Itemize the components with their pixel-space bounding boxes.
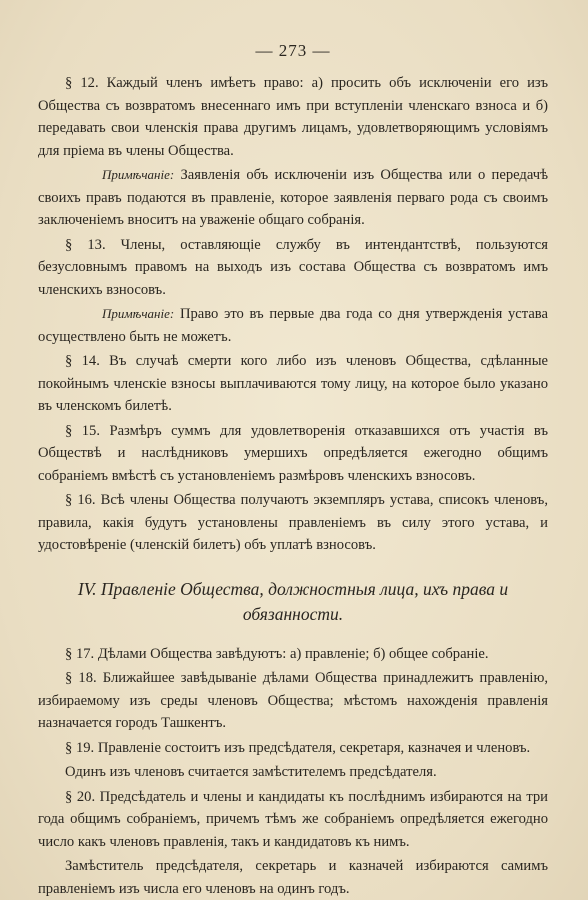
- paragraph-18: § 18. Ближайшее завѣдываніе дѣлами Общества принадлежитъ правленію, избираемому изъ среды членовъ Общества; мѣстомъ нахожденія правленія назначается городъ Ташкентъ.: [38, 670, 548, 731]
- note-text: Заявленія объ исключеніи изъ Общества или о передачѣ своихъ правъ подаются въ правленіе, которое заявленія перваго рода съ своимъ заключеніемъ вноситъ на уваженіе общаго собранія.: [38, 167, 548, 228]
- paragraph-16: § 16. Всѣ члены Общества получаютъ экземпляръ устава, списокъ членовъ, правила, какія будутъ установлены правленіемъ въ силу этого устава, и удостовѣреніе (членскій билетъ) объ уплатѣ взносовъ.: [38, 492, 548, 553]
- paragraph-19-deputy: Одинъ изъ членовъ считается замѣстителемъ предсѣдателя.: [65, 764, 437, 780]
- paragraph-17: § 17. Дѣлами Общества завѣдуютъ: а) правленіе; б) общее собраніе.: [65, 645, 489, 662]
- paragraph-15: § 15. Размѣръ суммъ для удовлетворенія отказавшихся отъ участія въ Обществѣ и наслѣдниковъ умершихъ опредѣляется ежегодно общимъ собраніемъ вмѣстѣ съ установленіемъ размѣровъ членскихъ взносовъ.: [38, 422, 548, 484]
- paragraph-19: § 19. Правленіе состоитъ изъ предсѣдателя, секретаря, казначея и членовъ.: [65, 739, 531, 756]
- note-text: Право это въ первые два года со дня утвержденія устава осуществлено быть не можетъ.: [38, 306, 548, 345]
- note-paragraph-13: [38, 303, 548, 348]
- paragraph-12: § 12. Каждый членъ имѣетъ право: а) просить объ исключеніи его изъ Общества съ возвратомъ внесеннаго имъ при вступленіи членскаго взноса и б) передавать свои членскія права другимъ лицамъ, удовлетворяющимъ условіямъ для пріема въ члены Общества.: [38, 75, 548, 159]
- paragraph-14: § 14. Въ случаѣ смерти кого либо изъ членовъ Общества, сдѣланные покойнымъ членскіе взносы выплачиваются тому лицу, на которое было указано въ членскомъ билетѣ.: [38, 353, 548, 414]
- paragraph-20-officers: Замѣститель предсѣдателя, секретарь и казначей избираются самимъ правленіемъ изъ числа его членовъ на одинъ годъ.: [38, 858, 548, 897]
- page-number: — 273 —: [255, 41, 331, 60]
- note-label: Примѣчаніе:: [102, 167, 175, 182]
- paragraph-20: § 20. Предсѣдатель и члены и кандидаты къ послѣднимъ избираются на три года общимъ собраніемъ, причемъ тѣмъ же собраніемъ опредѣляется ежегодно число какъ членовъ правленія, такъ и кандидатовъ къ нимъ.: [38, 788, 548, 850]
- note-paragraph-12: [38, 164, 548, 232]
- note-label: Примѣчаніе:: [102, 306, 175, 321]
- paragraph-13: § 13. Члены, оставляющіе службу въ интендантствѣ, пользуются безусловнымъ правомъ на выходъ изъ состава Общества съ возвратомъ имъ членскихъ взносовъ.: [38, 236, 548, 298]
- section-heading: IV. Правленіе Общества, должностныя лица, ихъ права и обязанности.: [77, 578, 509, 624]
